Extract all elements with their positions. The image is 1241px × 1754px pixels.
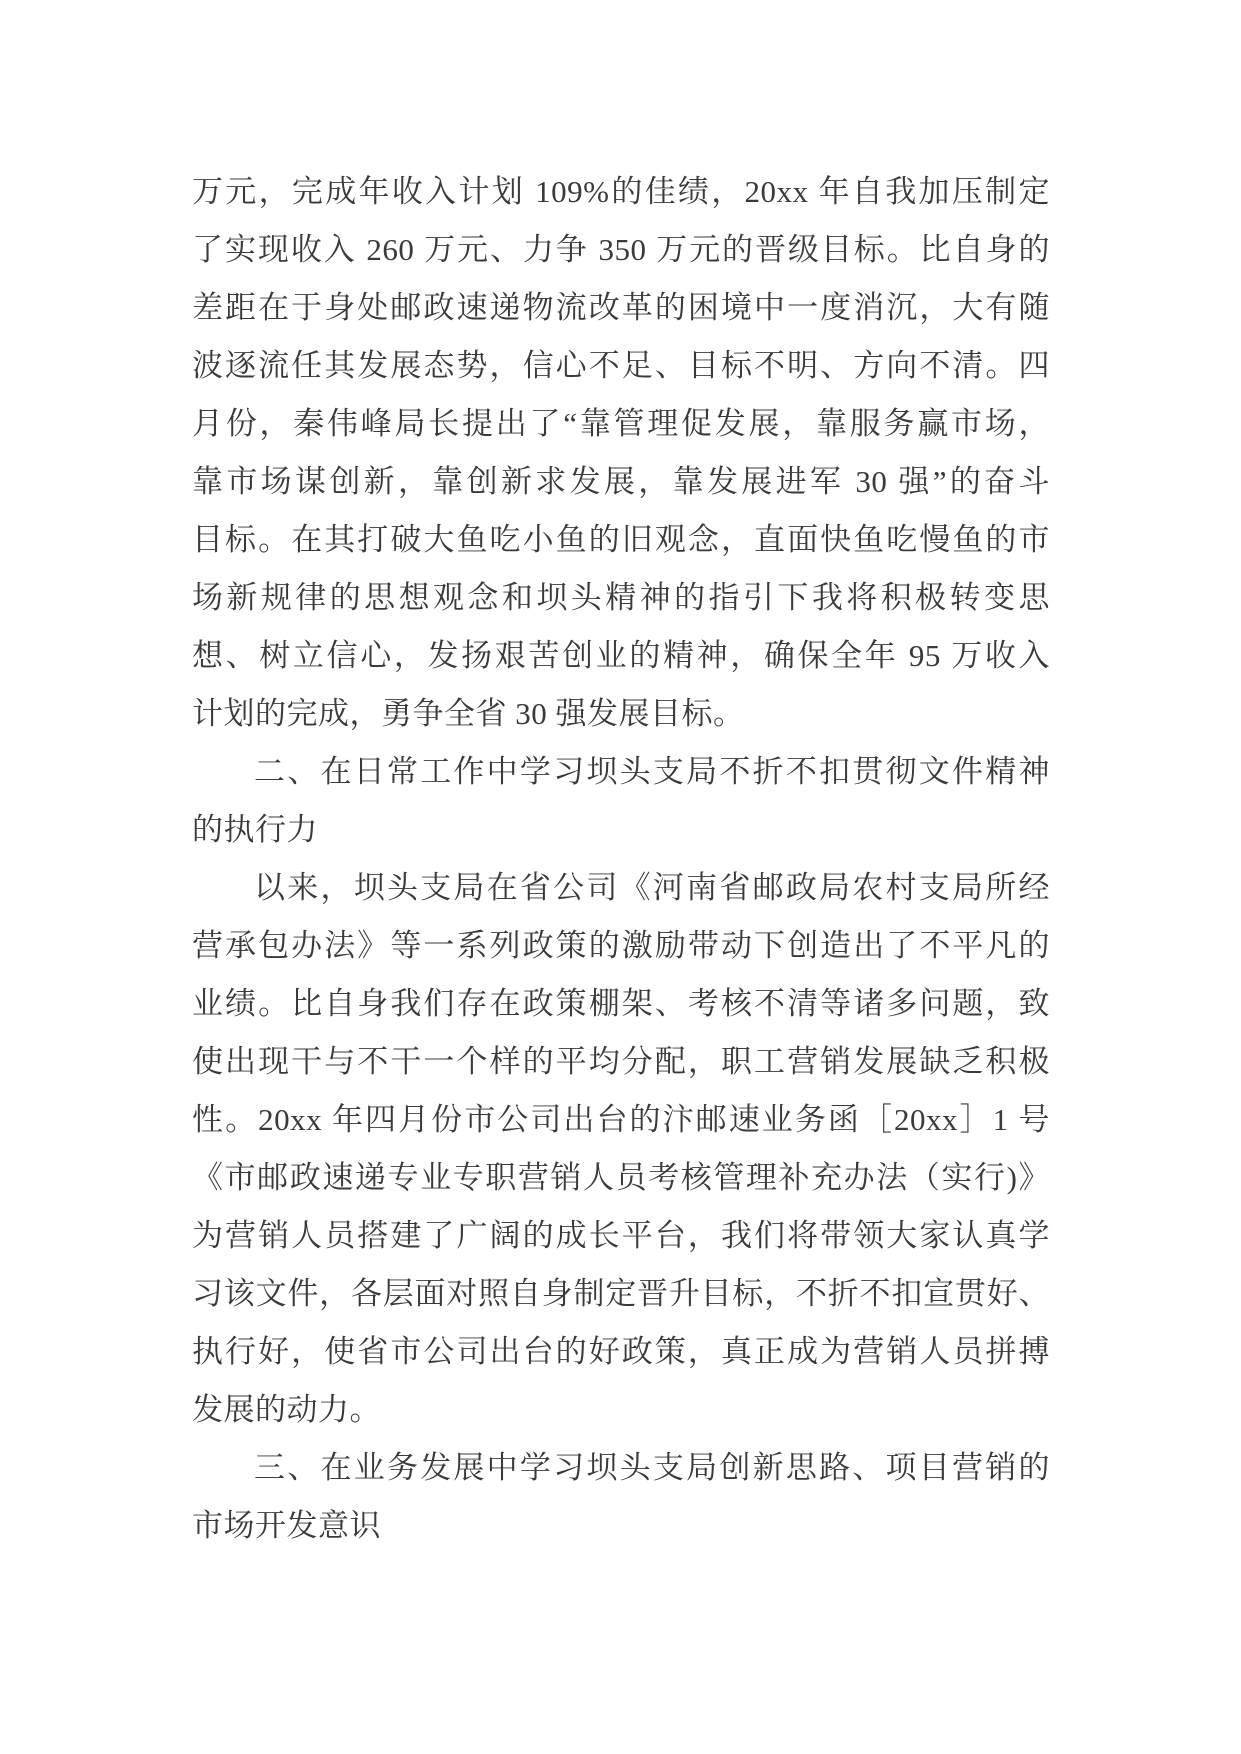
text-line: 差距在于身处邮政速递物流改革的困境中一度消沉，大有随: [192, 290, 1050, 325]
text-line: 月份，秦伟峰局长提出了“靠管理促发展，靠服务赢市场，: [192, 406, 1050, 441]
text-line: 执行好，使省市公司出台的好政策，真正成为营销人员拼搏: [192, 1334, 1050, 1369]
text-line: 目标。在其打破大鱼吃小鱼的旧观念，直面快鱼吃慢鱼的市: [192, 522, 1050, 557]
text-line: 为营销人员搭建了广阔的成长平台，我们将带领大家认真学: [192, 1218, 1050, 1253]
text-line: 场新规律的思想观念和坝头精神的指引下我将积极转变思: [192, 580, 1050, 615]
text-line: 《市邮政速递专业专职营销人员考核管理补充办法（实行)》: [192, 1160, 1050, 1195]
text-line: 二、在日常工作中学习坝头支局不折不扣贯彻文件精神: [254, 754, 1050, 789]
text-line: 发展的动力。: [192, 1392, 381, 1427]
text-line: 以来，坝头支局在省公司《河南省邮政局农村支局所经: [254, 870, 1050, 905]
text-line: 市场开发意识: [192, 1508, 381, 1543]
text-line: 的执行力: [192, 812, 318, 847]
text-line: 习该文件，各层面对照自身制定晋升目标，不折不扣宣贯好、: [192, 1276, 1050, 1311]
text-line: 三、在业务发展中学习坝头支局创新思路、项目营销的: [254, 1450, 1050, 1485]
text-line: 波逐流任其发展态势，信心不足、目标不明、方向不清。四: [192, 348, 1050, 383]
text-line: 使出现干与不干一个样的平均分配，职工营销发展缺乏积极: [192, 1044, 1050, 1079]
text-line: 业绩。比自身我们存在政策棚架、考核不清等诸多问题，致: [192, 986, 1050, 1021]
text-line: 想、树立信心，发扬艰苦创业的精神，确保全年 95 万收入: [192, 638, 1050, 673]
text-line: 性。20xx 年四月份市公司出台的汴邮速业务函［20xx］1 号: [192, 1102, 1050, 1137]
text-line: 营承包办法》等一系列政策的激励带动下创造出了不平凡的: [192, 928, 1050, 963]
text-block: [192, 163, 1050, 1555]
text-line: 靠市场谋创新，靠创新求发展，靠发展进军 30 强”的奋斗: [192, 464, 1050, 499]
text-line: 万元，完成年收入计划 109%的佳绩，20xx 年自我加压制定: [192, 174, 1050, 209]
text-line: 计划的完成，勇争全省 30 强发展目标。: [192, 696, 745, 731]
text-line: 了实现收入 260 万元、力争 350 万元的晋级目标。比自身的: [192, 232, 1050, 267]
